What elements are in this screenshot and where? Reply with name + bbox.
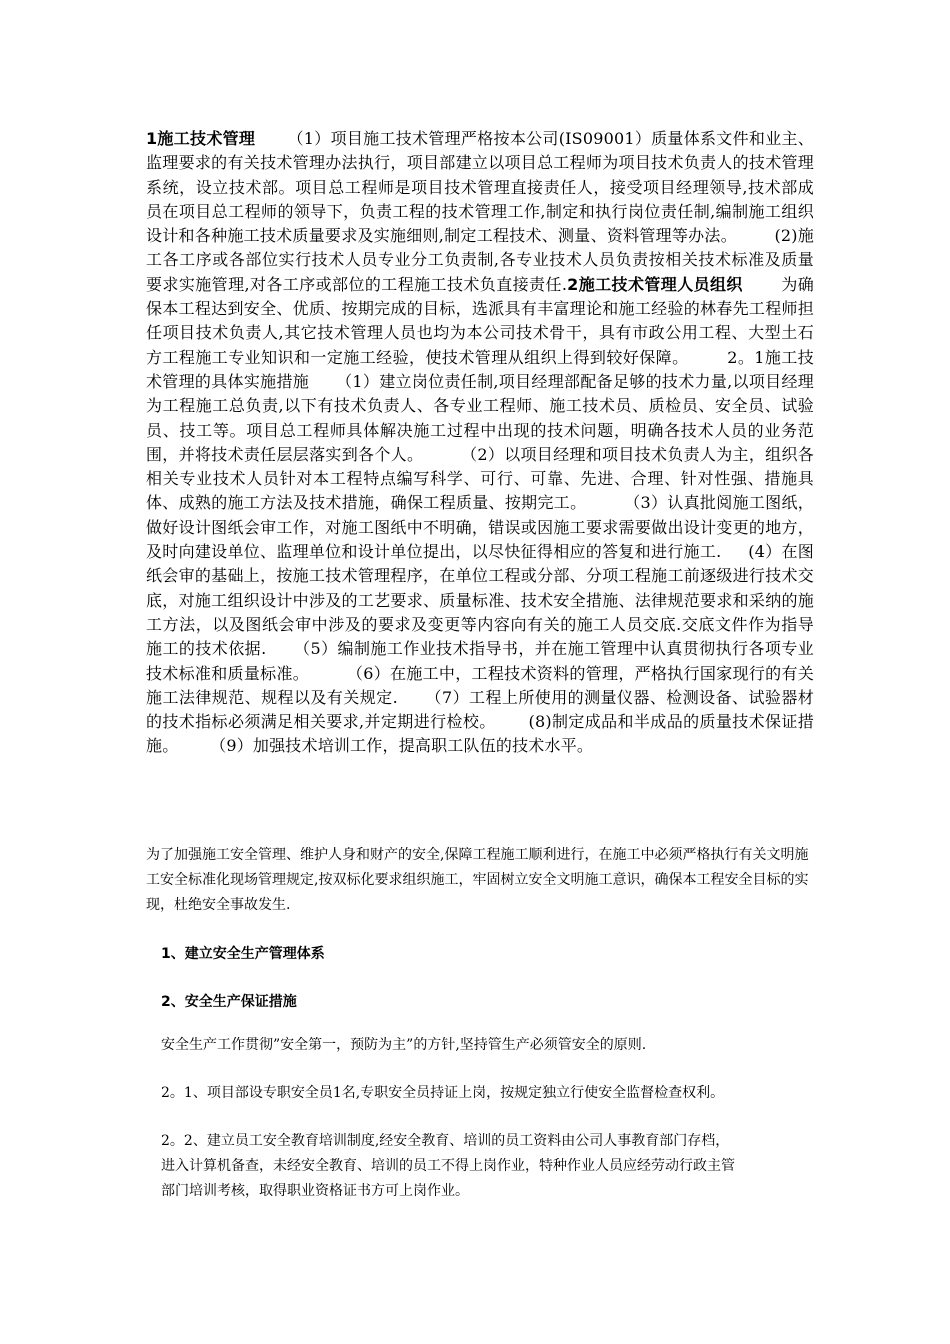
heading-safety-measures: 2、安全生产保证措施 xyxy=(161,994,297,1010)
section-heading-tech-personnel: 2施工技术管理人员组织 xyxy=(567,274,743,294)
text-personnel-organization: 为确保本工程达到安全、优质、按期完成的目标，选派具有丰富理论和施工经验的林春先工程师担任项目技术负责人,其它技术管理人员也均为本公司技术骨干，具有市政公用工程、大型土石方工程施工专业知识和一定施工经验，使技术管理从组织上得到较好保障。 xyxy=(146,274,814,367)
safety-intro-paragraph: 为了加强施工安全管理、维护人身和财产的安全,保障工程施工顺利进行，在施工中必须严格执行有关文明施工安全标准化现场管理规定,按双标化要求组织施工，牢固树立安全文明施工意识，确保本工程安全目标的实现，杜绝安全事故发生. xyxy=(146,847,809,913)
measure-8: (8)制定成品和半成品的质量技术保证措施。 xyxy=(146,712,815,756)
safety-policy-text: 安全生产工作贯彻”安全第一，预防为主”的方针,坚持管生产必须管安全的原则. xyxy=(161,1037,647,1053)
measure-2: （2）以项目经理和项目技术负责人为主，组织各相关专业技术人员针对本工程特点编写科学、可行、可靠、先进、合理、针对性强、措施具体、成熟的施工方法及技术措施，确保工程质量、按期完工。 xyxy=(146,444,814,513)
construction-tech-management-paragraph xyxy=(146,127,814,759)
text-item-1: （1）项目施工技术管理严格按本公司(IS09001）质量体系文件和业主、监理要求的有关技术管理办法执行，项目部建立以项目总工程师为项目技术负责人的技术管理系统，设立技术部。项目总工程师是项目技术管理直接责任人，接受项目经理领导,技术部成员在项目总工程师的领导下，负责工程的技术管理工作,制定和执行岗位责任制,编制施工组织设计和各种施工技术质量要求及实施细则,制定工程技术、测量、资料管理等办法。 xyxy=(146,129,814,246)
heading-safety-system: 1、建立安全生产管理体系 xyxy=(161,946,325,962)
section-heading-tech-management: 1施工技术管理 xyxy=(146,129,256,148)
measure-7: （7）工程上所使用的测量仪器、检测设备、试验器材的技术指标必须满足相关要求,并定期进行检校。 xyxy=(146,687,814,732)
safety-item-2-1: 2。1、项目部设专职安全员1名,专职安全员持证上岗，按规定独立行使安全监督检查权利。 xyxy=(161,1085,725,1101)
measure-1: （1）建立岗位责任制,项目经理部配备足够的技术力量,以项目经理为工程施工总负责,以下有技术负责人、各专业工程师、施工技术员、质检员、安全员、试验员、技工等。项目总工程师具体解决施工过程中出现的技术问题，明确各技术人员的业务范围，并将技术责任层层落实到各个人。 xyxy=(146,371,814,464)
measure-4: (4）在图纸会审的基础上，按施工技术管理程序，在单位工程或分部、分项工程施工前逐级进行技术交底，对施工组织设计中涉及的工艺要求、质量标准、技术安全措施、法律规范要求和采纳的施工方法，以及图纸会审中涉及的要求及变更等内容向有关的施工人员交底.交底文件作为指导施工的技术依据. xyxy=(146,542,814,659)
subsection-heading-measures: 2。1施工技术管理的具体实施措施 xyxy=(146,347,814,391)
safety-item-2-2-line-1: 2。2、建立员工安全教育培训制度,经安全教育、培训的员工资料由公司人事教育部门存档， xyxy=(161,1133,730,1149)
measure-3: （3）认真批阅施工图纸，做好设计图纸会审工作，对施工图纸中不明确，错误或因施工要求需要做出设计变更的地方，及时向建设单位、监理单位和设计单位提出，以尽快征得相应的答复和进行施工. xyxy=(146,493,814,562)
text-item-2: (2)施工各工序或各部位实行技术人员专业分工负责制,各专业技术人员负责按相关技术标准及质量要求实施管理,对各工序或部位的工程施工技术负直接责任. xyxy=(146,226,814,294)
safety-item-2-2-line-3: 部门培训考核，取得职业资格证书方可上岗作业。 xyxy=(161,1183,469,1199)
measure-6: （6）在施工中，工程技术资料的管理，严格执行国家现行的有关施工法律规范、规程以及有关规定. xyxy=(146,663,814,707)
safety-item-2-2-line-2: 进入计算机备查，未经安全教育、培训的员工不得上岗作业，特种作业人员应经劳动行政主管 xyxy=(161,1158,735,1174)
measure-5: （5）编制施工作业技术指导书，并在施工管理中认真贯彻执行各项专业技术标准和质量标准。 xyxy=(146,639,815,683)
measure-9: （9）加强技术培训工作，提高职工队伍的技术水平。 xyxy=(210,736,594,756)
